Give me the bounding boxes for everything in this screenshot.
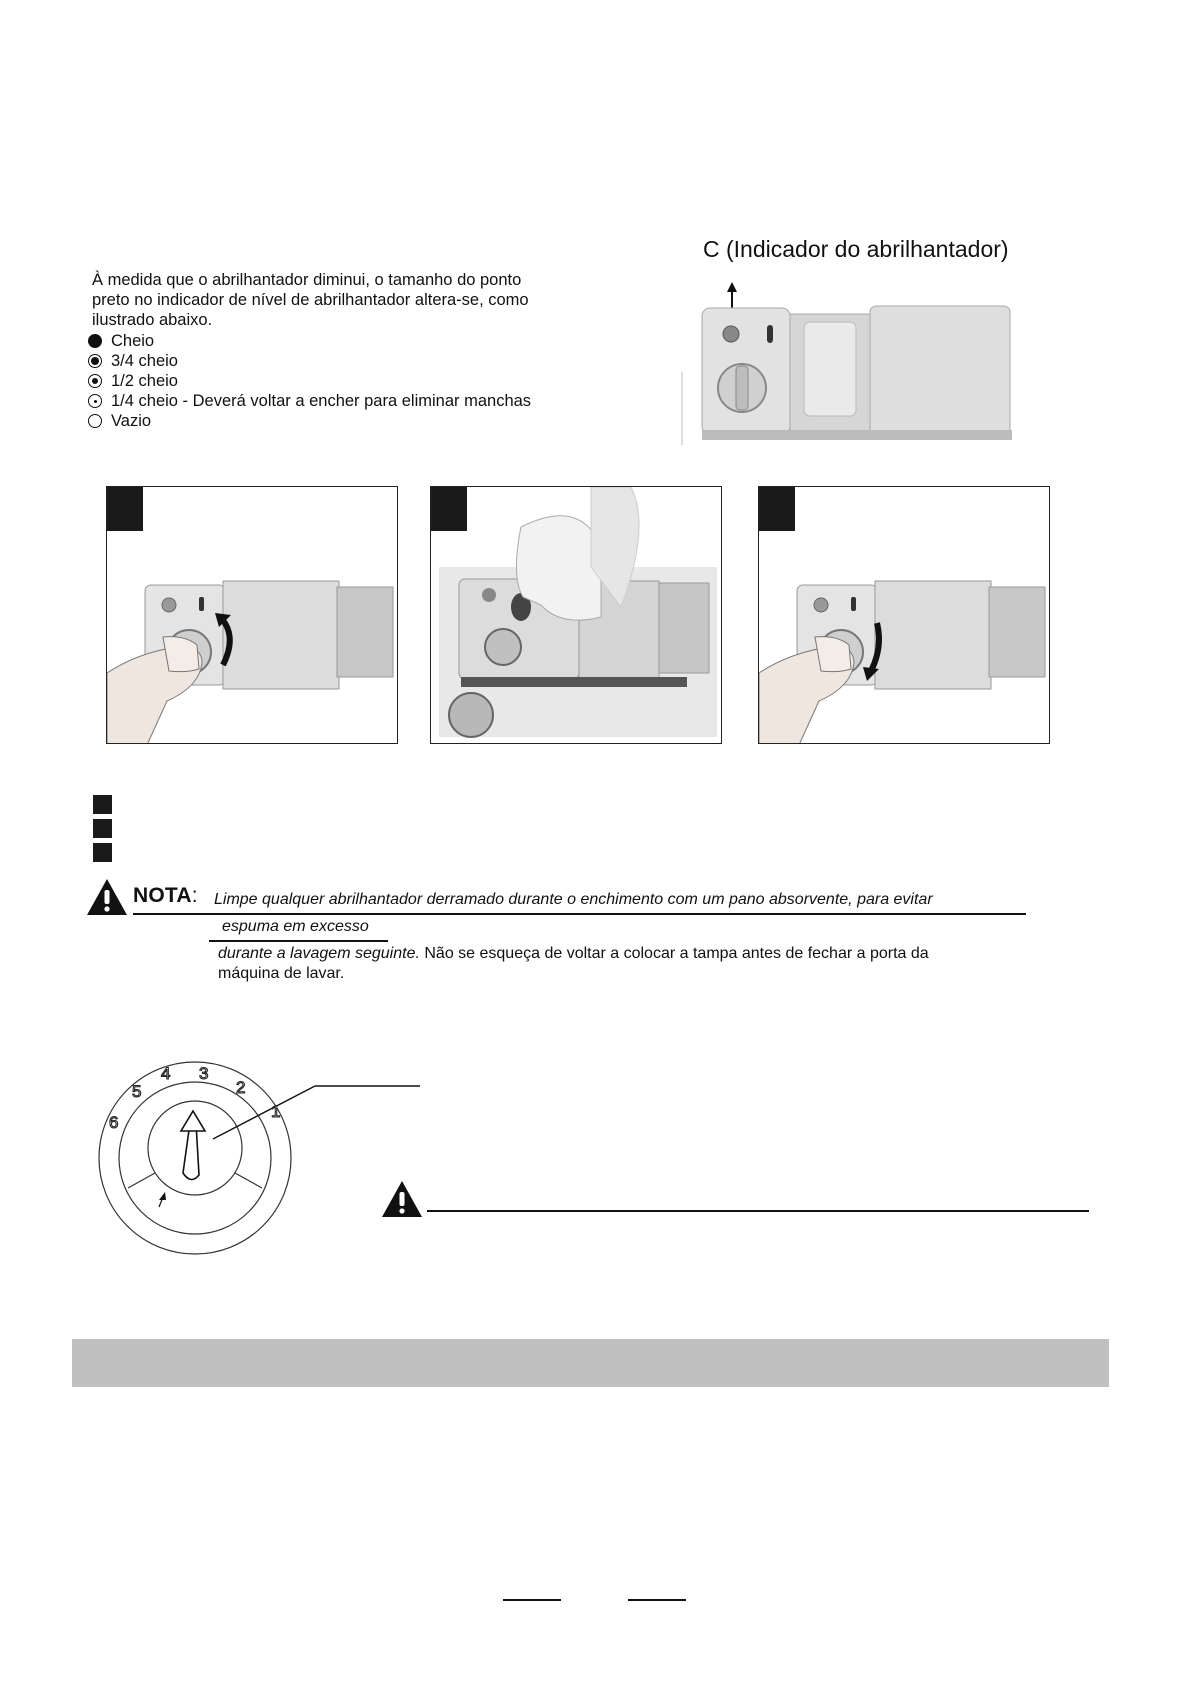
warning-rule [427, 1210, 1089, 1212]
intro-paragraph [92, 270, 652, 330]
step-square-2 [93, 819, 112, 838]
note-last-line: máquina de lavar. [218, 965, 345, 982]
footer-rule-left [503, 1599, 561, 1601]
step-square-1 [93, 795, 112, 814]
dial-number-6: 6 [109, 1113, 119, 1132]
note-foam-text: espuma em excesso [222, 918, 369, 935]
step-frame-1 [106, 486, 398, 744]
dial-number-5: 5 [132, 1082, 142, 1101]
note-colon: : [191, 884, 198, 907]
level-label: Vazio [111, 412, 152, 430]
intro-line-2: preto no indicador de nível de abrilhantador altera-se, como [92, 291, 529, 309]
level-item-half [88, 371, 531, 391]
step-frame-2 [430, 486, 722, 744]
open-cap-photo [107, 487, 398, 744]
quarter-dot-icon [88, 394, 102, 408]
empty-dot-icon [88, 414, 102, 428]
dial-number-1: 1 [271, 1102, 281, 1121]
close-cap-photo [759, 487, 1050, 744]
dial-number-4: 4 [161, 1064, 171, 1083]
level-label: 1/4 cheio - Deverá voltar a encher para eliminar manchas [111, 392, 532, 410]
step-square-3 [93, 843, 112, 862]
level-list [88, 331, 531, 431]
level-label: Cheio [111, 332, 155, 350]
note-heading [133, 884, 198, 908]
note-continuation-normal: Não se esqueça de voltar a colocar a tampa antes de fechar a porta da [419, 945, 929, 962]
note-italic-text: Limpe qualquer abrilhantador derramado durante o enchimento com um pano absorvente, para evitar [214, 891, 933, 908]
dispenser-photo [680, 270, 1015, 448]
half-dot-icon [88, 374, 102, 388]
dose-dial-diagram [95, 1055, 425, 1255]
three-quarter-dot-icon [88, 354, 102, 368]
indicator-title: C (Indicador do abrilhantador) [703, 236, 1009, 262]
pour-photo [431, 487, 722, 744]
dial-number-3: 3 [199, 1064, 209, 1083]
level-item-three-quarter [88, 351, 531, 371]
note-body [218, 944, 1038, 984]
dial-number-2: 2 [236, 1078, 246, 1097]
level-label: 3/4 cheio [111, 352, 178, 370]
note-underline [133, 913, 1026, 915]
intro-line-1: À medida que o abrilhantador diminui, o tamanho do ponto [92, 271, 522, 289]
full-dot-icon [88, 334, 102, 348]
step-frame-3 [758, 486, 1050, 744]
warning-icon [86, 878, 128, 916]
intro-line-3: ilustrado abaixo. [92, 311, 213, 329]
level-label: 1/2 cheio [111, 372, 178, 390]
note-label: NOTA [133, 884, 192, 907]
note-continuation-italic: durante a lavagem seguinte. [218, 945, 420, 962]
footer-rule-right [628, 1599, 686, 1601]
foam-underline [209, 940, 388, 942]
warning-icon [381, 1180, 423, 1218]
level-item-quarter [88, 391, 531, 411]
level-item-full [88, 331, 531, 351]
section-header-bar [72, 1339, 1109, 1387]
level-item-empty [88, 411, 531, 431]
